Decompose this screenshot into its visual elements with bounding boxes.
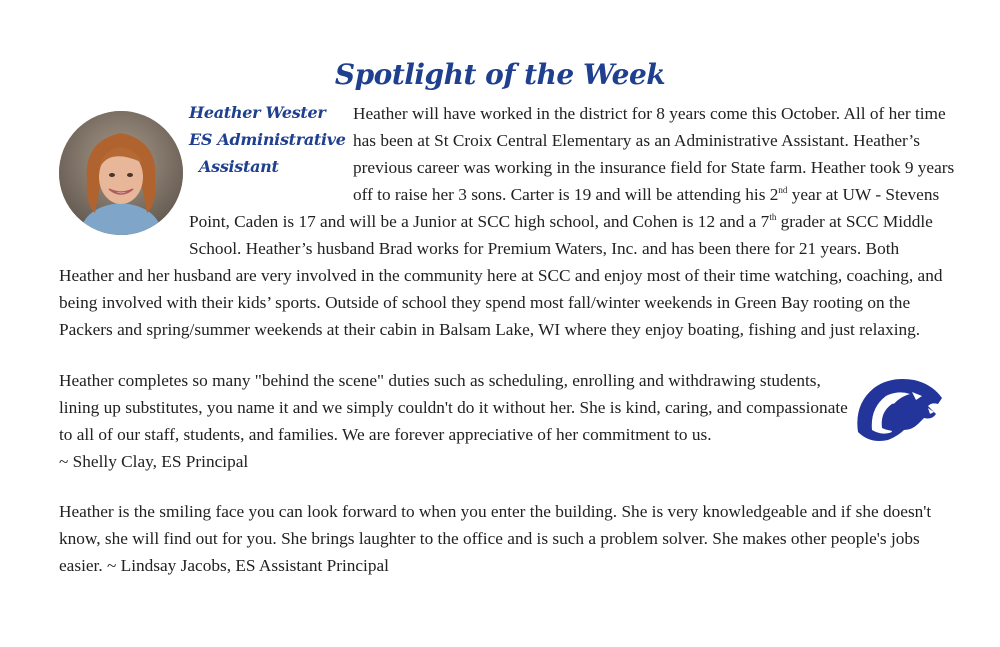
quote-line: know, she will find out for you. She brings laughter to the office and is such a problem solver. She makes other people's jobs bbox=[59, 529, 920, 548]
profile-name-block bbox=[189, 99, 349, 180]
quote-line: Heather is the smiling face you can look forward to when you enter the building. She is very knowledgeable and if she doesn't bbox=[59, 502, 932, 521]
page-title: Spotlight of the Week bbox=[334, 58, 666, 91]
bio-text: grader at SCC Middle bbox=[776, 212, 933, 231]
quote-author: ~ Shelly Clay, ES Principal bbox=[59, 452, 249, 471]
bio-line: School. Heather’s husband Brad works for Premium Waters, Inc. and has been there for 21 years. Both bbox=[189, 239, 900, 258]
bio-superscript: th bbox=[769, 212, 777, 223]
quote-line: to all of our staff, students, and families. We are forever appreciative of her commitment to us. bbox=[59, 425, 712, 444]
panther-logo-icon bbox=[852, 374, 944, 446]
bio-line: Heather will have worked in the district for 8 years come this October. All of her time bbox=[353, 104, 946, 123]
profile-photo bbox=[59, 111, 183, 235]
profile-name: Heather Wester bbox=[189, 103, 326, 122]
quote-line: Heather completes so many "behind the scene" duties such as scheduling, enrolling and withdrawing students, bbox=[59, 371, 821, 390]
bio-line bbox=[353, 181, 939, 208]
profile-role-line1: ES Administrative bbox=[189, 130, 346, 149]
bio-line: previous career was working in the insurance field for State farm. Heather took 9 years bbox=[353, 158, 955, 177]
quote-line: lining up substitutes, you name it and we simply couldn't do it without her. She is kind, caring, and compassionate bbox=[59, 398, 848, 417]
bio-text: off to raise her 3 sons. Carter is 19 and will be attending his 2 bbox=[353, 185, 779, 204]
bio-line: Packers and spring/summer weekends at their cabin in Balsam Lake, WI where they enjoy boating, fishing and just relaxing. bbox=[59, 320, 921, 339]
profile-photo-illustration bbox=[59, 111, 183, 235]
bio-line: being involved with their kids’ sports. Outside of school they spend most fall/winter weekends in Green Bay rooting on the bbox=[59, 293, 911, 312]
bio-text: Point, Caden is 17 and will be a Junior at SCC high school, and Cohen is 12 and a 7 bbox=[189, 212, 770, 231]
bio-text: year at UW - Stevens bbox=[787, 185, 940, 204]
quote-line: easier. ~ Lindsay Jacobs, ES Assistant Principal bbox=[59, 556, 389, 575]
bio-line: has been at St Croix Central Elementary as an Administrative Assistant. Heather’s bbox=[353, 131, 920, 150]
bio-line bbox=[189, 208, 933, 235]
bio-line: Heather and her husband are very involved in the community here at SCC and enjoy most of their time watching, coaching, and bbox=[59, 266, 943, 285]
bio-superscript: nd bbox=[778, 185, 788, 196]
profile-role-line2: Assistant bbox=[199, 157, 279, 176]
